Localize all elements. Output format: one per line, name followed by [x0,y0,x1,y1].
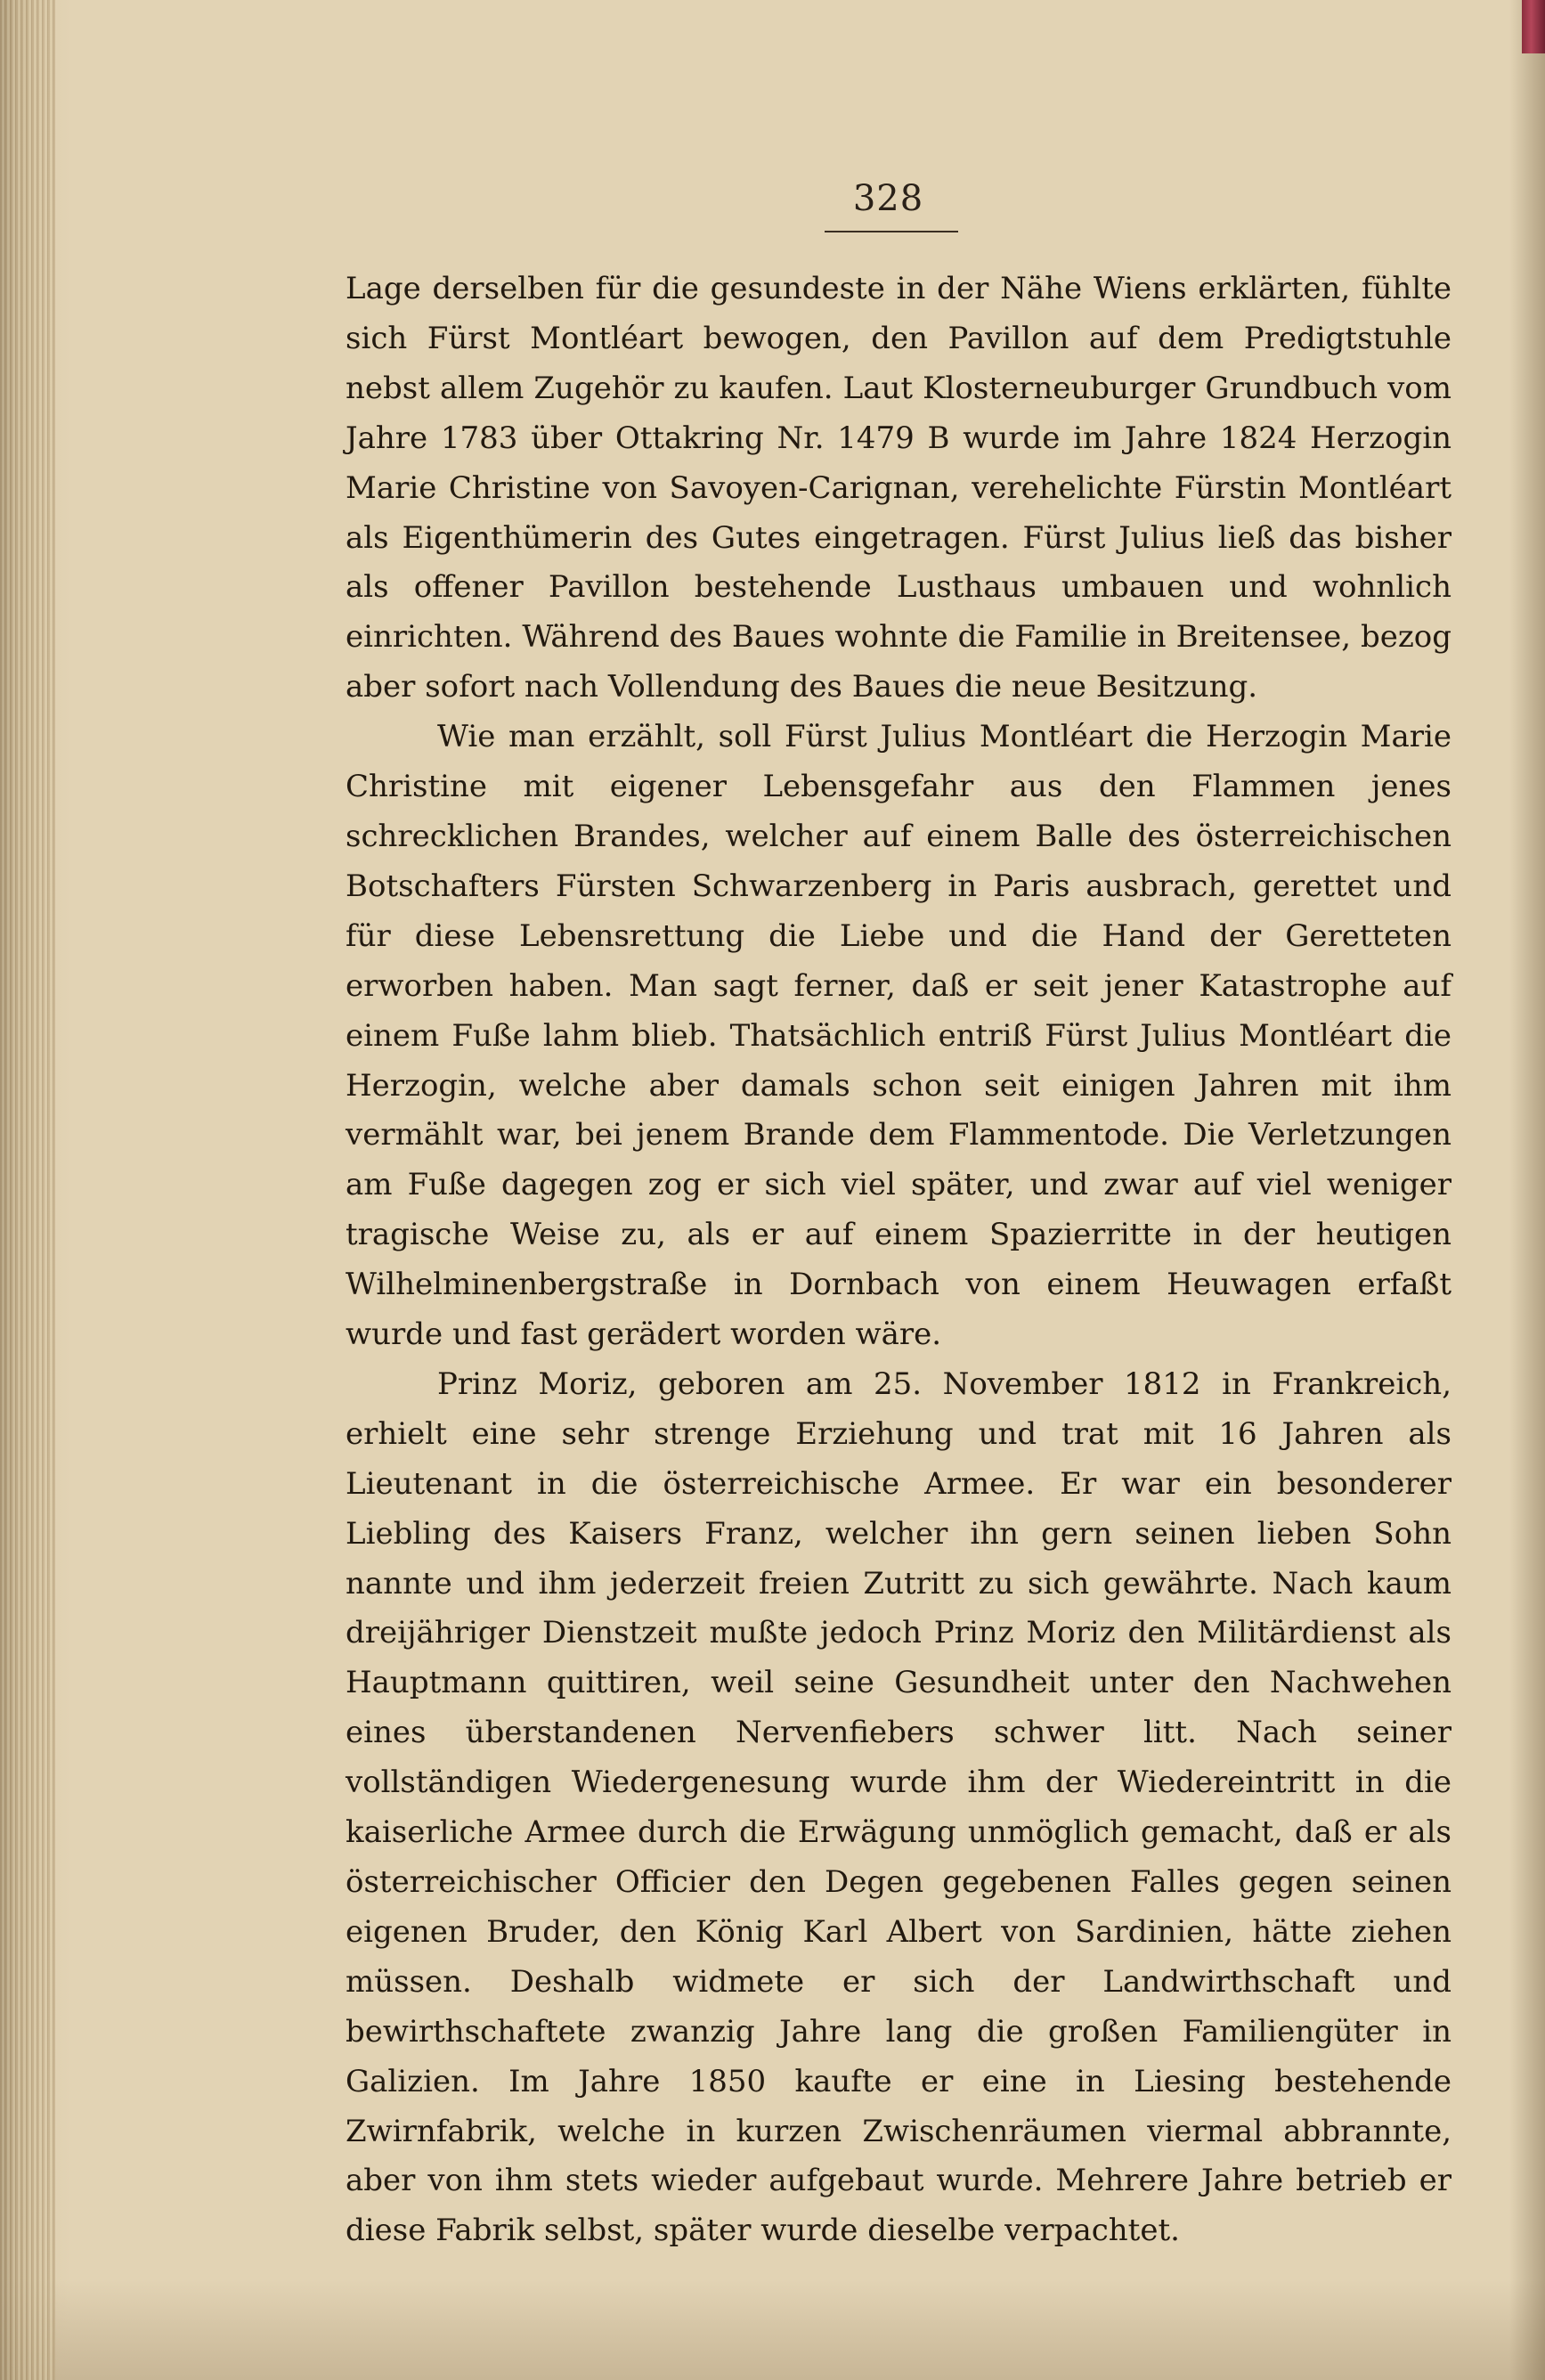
body-text [346,265,1451,2256]
paragraph-1: Lage derselben für die gesundeste in der Nähe Wiens erklärten, fühlte sich Fürst Montléart bewogen, den Pavillon auf dem Predigtstuhle nebst allem Zugehör zu kaufen. Laut Klosterneuburger Grundbuch vom Jahre 1783 über Ottakring Nr. 1479 B wurde im Jahre 1824 Herzogin Marie Christine von Savoyen-Carignan, verehelichte Fürstin Montléart als Eigenthümerin des Gutes eingetragen. Fürst Julius ließ das bisher als offener Pavillon bestehende Lusthaus umbauen und wohnlich einrichten. Während des Baues wohnte die Familie in Breitensee, bezog aber sofort nach Vollendung des Baues die neue Besitzung. [346,271,1451,705]
binding-strip [1522,0,1545,53]
paragraph-3: Prinz Moriz, geboren am 25. November 1812 in Frankreich, erhielt eine sehr strenge Erziehung und trat mit 16 Jahren als Lieutenant in die österreichische Armee. Er war ein besonderer Liebling des Kaisers Franz, welcher ihn gern seinen lieben Sohn nannte und ihm jederzeit freien Zutritt zu sich gewährte. Nach kaum dreijähriger Dienstzeit mußte jedoch Prinz Moriz den Militärdienst als Hauptmann quittiren, weil seine Gesundheit unter den Nachwehen eines überstandenen Nervenfiebers schwer litt. Nach seiner vollständigen Wiedergenesung wurde ihm der Wiedereintritt in die kaiserliche Armee durch die Erwägung unmöglich gemacht, daß er als österreichischer Officier den Degen gegebenen Falles gegen seinen eigenen Bruder, den König Karl Albert von Sardinien, hätte ziehen müssen. Deshalb widmete er sich der Landwirthschaft und bewirthschaftete zwanzig Jahre lang die großen Familiengüter in Galizien. Im Jahre 1850 kaufte er eine in Liesing bestehende Zwirnfabrik, welche in kurzen Zwischenräumen viermal abbrannte, aber von ihm stets wieder aufgebaut wurde. Mehrere Jahre betrieb er diese Fabrik selbst, später wurde dieselbe verpachtet. [346,1365,1451,2249]
paragraph-2: Wie man erzählt, soll Fürst Julius Montléart die Herzogin Marie Christine mit eigener Lebensgefahr aus den Flammen jenes schrecklichen Brandes, welcher auf einem Balle des österreichischen Botschafters Fürsten Schwarzenberg in Paris ausbrach, gerettet und für diese Lebensrettung die Liebe und die Hand der Geretteten erworben haben. Man sagt ferner, daß er seit jener Katastrophe auf einem Fuße lahm blieb. Thatsächlich entriß Fürst Julius Montléart die Herzogin, welche aber damals schon seit einigen Jahren mit ihm vermählt war, bei jenem Brande dem Flammentode. Die Verletzungen am Fuße dagegen zog er sich viel später, und zwar auf viel weniger tragische Weise zu, als er auf einem Spazierritte in der heutigen Wilhelminenbergstraße in Dornbach von einem Heuwagen erfaßt wurde und fast gerädert worden wäre. [346,719,1451,1353]
binding-shadow [1509,0,1545,2380]
page-edges [0,0,55,2380]
header-rule [825,231,958,232]
page-number: 328 [852,178,924,219]
